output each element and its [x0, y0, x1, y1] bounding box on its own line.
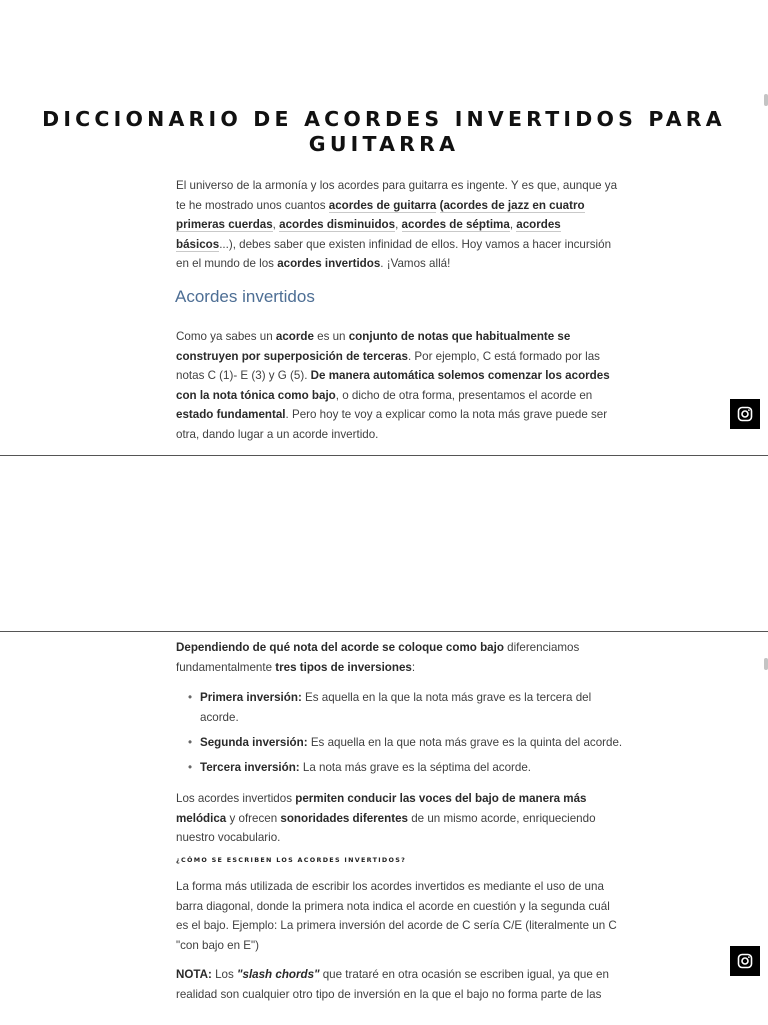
inversion-label: Primera inversión:: [200, 691, 302, 704]
note-label: NOTA:: [176, 968, 212, 981]
note-paragraph: [176, 965, 622, 1004]
section-heading: Acordes invertidos: [175, 287, 315, 306]
page-title: DICCIONARIO DE ACORDES INVERTIDOS PARA GUITARRA: [42, 107, 726, 156]
chord-def-bold-4: estado fundamental: [176, 408, 286, 421]
advantages-bold-1: permiten conducir las voces del bajo de manera más melódica: [176, 792, 587, 825]
page-view-bottom: [0, 631, 768, 1025]
list-item: [188, 688, 628, 727]
inversions-intro-bold-1: Dependiendo de qué nota del acorde se coloque como bajo: [176, 641, 504, 654]
intro-text-6: ...), debes saber que existen infinidad de ellos. Hoy vamos a hacer incursión en el mundo de los: [176, 237, 612, 270]
subheading: ¿CÓMO SE ESCRIBEN LOS ACORDES INVERTIDOS?: [176, 856, 407, 864]
intro-text-5: ,: [509, 218, 517, 231]
inversions-intro-text-2: :: [411, 660, 416, 674]
inversion-text: Es aquella en la que la nota más grave es la tercera del acorde.: [200, 691, 592, 724]
intro-text-4: ,: [395, 218, 402, 231]
note-text-1: Los: [211, 968, 237, 981]
intro-text-1: El universo de la armonía y los acordes para guitarra es ingente. Y es que, aunque ya te he mostrado unos cuantos: [176, 179, 618, 212]
list-item: [188, 758, 628, 778]
inversions-intro-text-1: diferenciamos fundamentalmente: [176, 641, 580, 674]
link-acordes-basicos[interactable]: acordes básicos: [176, 218, 561, 251]
intro-text-7: . ¡Vamos allá!: [380, 257, 451, 270]
scrollbar-thumb[interactable]: [764, 658, 768, 670]
instagram-icon: [737, 953, 753, 969]
chord-def-bold-2: conjunto de notas que habitualmente se construyen por superposición de terceras: [176, 330, 571, 363]
link-acordes-septima[interactable]: acordes de séptima: [401, 218, 510, 231]
intro-bold-acordes-invertidos: acordes invertidos: [277, 257, 381, 270]
chord-def-text-1: Como ya sabes un: [176, 330, 276, 343]
chord-def-bold-1: acorde: [275, 330, 314, 343]
note-text-2: que trataré en otra ocasión se escriben igual, ya que en realidad son cualquier otro tipo de inversión en la que el bajo no forma parte de las: [176, 968, 609, 1001]
instagram-icon: [737, 406, 753, 422]
intro-paragraph: [176, 176, 622, 274]
instagram-button[interactable]: [730, 399, 760, 429]
link-acordes-disminuidos[interactable]: acordes disminuidos: [279, 218, 396, 231]
chord-def-text-4: , o dicho de otra forma, presentamos el acorde en: [335, 388, 593, 402]
chord-def-text-3: . Por ejemplo, C está formado por las notas C (1)- E (3) y G (5).: [176, 349, 600, 382]
page-view-top: [0, 0, 768, 456]
inversion-text: La nota más grave es la séptima del acorde.: [299, 760, 532, 774]
slash-notation-paragraph: [176, 877, 622, 955]
inversion-label: Tercera inversión:: [200, 760, 300, 774]
list-item: [188, 733, 628, 753]
chord-def-text-5: . Pero hoy te voy a explicar como la nota más grave puede ser otra, dando lugar a un acorde invertido.: [176, 408, 608, 441]
link-acordes-jazz[interactable]: (acordes de jazz en cuatro primeras cuerdas: [176, 198, 585, 231]
chord-def-text-2: es un: [313, 330, 349, 343]
inversion-label: Segunda inversión:: [200, 735, 308, 749]
inversions-list: [188, 688, 628, 783]
advantages-text-3: de un mismo acorde, enriqueciendo nuestro vocabulario.: [176, 811, 596, 844]
advantages-text-1: Los acordes invertidos: [176, 792, 296, 805]
chord-def-bold-3: De manera automática solemos comenzar los acordes con la nota tónica como bajo: [176, 369, 610, 402]
advantages-paragraph: [176, 789, 622, 848]
inversions-intro-bold-2: tres tipos de inversiones: [275, 660, 412, 674]
slash-text: La forma más utilizada de escribir los acordes invertidos es mediante el uso de una barra diagonal, donde la primera nota indica el acorde en cuestión y la segunda cuál es el bajo. Ejemplo: La primera inversión del acorde de C sería C/E (literalmente un C "con bajo en E"): [176, 880, 617, 952]
advantages-text-2: y ofrecen: [226, 811, 281, 825]
inversion-text: Es aquella en la que nota más grave es la quinta del acorde.: [307, 735, 623, 749]
inversions-intro-paragraph: [176, 638, 622, 677]
instagram-button[interactable]: [730, 946, 760, 976]
chord-definition-paragraph: [176, 327, 622, 444]
intro-text-3: ,: [272, 218, 280, 231]
link-acordes-guitarra[interactable]: acordes de guitarra: [328, 198, 437, 212]
note-emphasis: "slash chords": [237, 968, 320, 981]
scrollbar-thumb[interactable]: [764, 94, 768, 106]
advantages-bold-2: sonoridades diferentes: [280, 811, 408, 825]
